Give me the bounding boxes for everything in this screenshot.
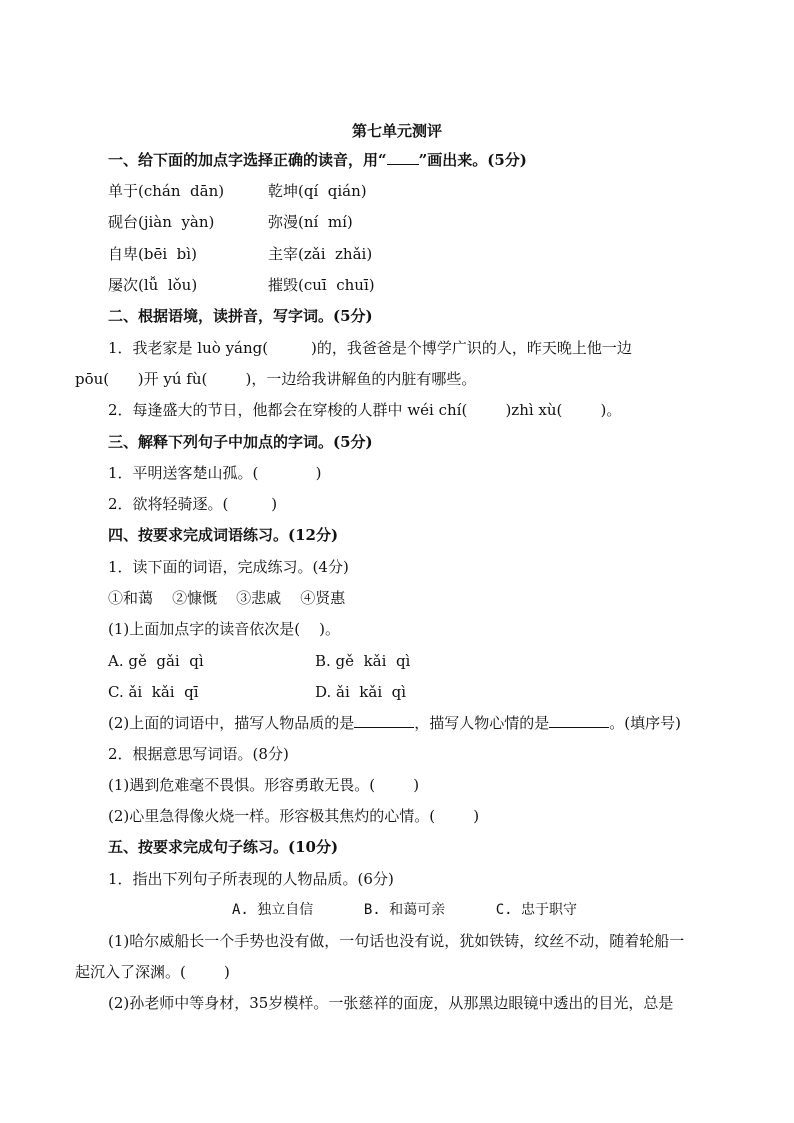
- s4-word-list: ①和蔼 ②慷慨 ③悲戚 ④贤惠: [108, 589, 346, 607]
- option-b: B. gě kǎi qì: [315, 652, 411, 670]
- s4-sub2-part-c: 。(填序号): [609, 714, 681, 732]
- s1-item-2a: 砚台(jiàn yàn): [108, 213, 215, 231]
- section-3-heading: 三、解释下列句子中加点的字词。(5分): [108, 433, 373, 451]
- s3-line-1: 1．平明送客楚山孤。( ): [108, 464, 322, 482]
- s4-question-2: 2．根据意思写词语。(8分): [108, 745, 289, 763]
- option-a: A. gě gǎi qì: [108, 652, 204, 670]
- s4-sub2-part-b: ，描写人物心情的是: [414, 714, 550, 732]
- s5-passage-1-line-2: 起沉入了深渊。( ): [75, 963, 230, 981]
- s1-item-1b: 乾坤(qí qián): [268, 182, 367, 200]
- s4-sub-question-2: [108, 713, 681, 733]
- section-1-heading: [108, 150, 527, 170]
- s5-passage-2-line-1: (2)孙老师中等身材，35岁模样。一张慈祥的面庞，从那黑边眼镜中透出的目光，总是: [108, 994, 674, 1012]
- s5-option-list: A. 独立自信 B. 和蔼可亲 C. 忠于职守: [232, 902, 578, 918]
- s1-item-1a: 单于(chán dān): [108, 182, 225, 200]
- s4-question-2b: (2)心里急得像火烧一样。形容极其焦灼的心情。( ): [108, 807, 480, 825]
- section-4-heading: 四、按要求完成词语练习。(12分): [108, 526, 339, 544]
- s4-sub2-part-a: (2)上面的词语中，描写人物品质的是: [108, 714, 355, 732]
- section-5-heading: 五、按要求完成句子练习。(10分): [108, 838, 339, 856]
- s4-question-2a: (1)遇到危难毫不畏惧。形容勇敢无畏。( ): [108, 776, 420, 794]
- section-1-heading-post: ”画出来。(5分): [418, 151, 527, 169]
- s4-sub-question-1: (1)上面加点字的读音依次是( )。: [108, 620, 341, 638]
- option-d: D. ǎi kǎi qì: [315, 683, 407, 701]
- s2-line-1: 1．我老家是 luò yáng( )的，我爸爸是个博学广识的人，昨天晚上他一边: [108, 339, 632, 357]
- section-2-heading: 二、根据语境，读拼音，写字词。(5分): [108, 307, 373, 325]
- s2-line-2: pōu( )开 yú fù( )，一边给我讲解鱼的内脏有哪些。: [75, 370, 477, 388]
- s5-question-1: 1．指出下列句子所表现的人物品质。(6分): [108, 870, 394, 888]
- s1-item-2b: 弥漫(ní mí): [268, 213, 353, 231]
- s1-item-3a: 自卑(bēi bì): [108, 245, 197, 263]
- section-1-heading-pre: 一、给下面的加点字选择正确的读音，用“: [108, 151, 387, 169]
- answer-blank-mood[interactable]: [549, 713, 609, 728]
- s3-line-2: 2．欲将轻骑逐。( ): [108, 495, 278, 513]
- answer-blank-quality[interactable]: [354, 713, 414, 728]
- s1-item-4a: 屡次(lǚ lǒu): [108, 276, 198, 294]
- underline-mark: [387, 150, 419, 165]
- s1-item-3b: 主宰(zǎi zhǎi): [268, 245, 373, 263]
- s1-item-4b: 摧毁(cuī chuī): [268, 276, 375, 294]
- s2-line-3: 2．每逢盛大的节日，他都会在穿梭的人群中 wéi chí( )zhì xù( )。: [108, 401, 622, 419]
- option-c: C. ǎi kǎi qī: [108, 683, 199, 701]
- s4-question-1: 1．读下面的词语，完成练习。(4分): [108, 558, 349, 576]
- s5-passage-1-line-1: (1)哈尔威船长一个手势也没有做，一句话也没有说，犹如铁铸，纹丝不动，随着轮船一: [108, 932, 685, 950]
- page-title: 第七单元测评: [351, 122, 442, 140]
